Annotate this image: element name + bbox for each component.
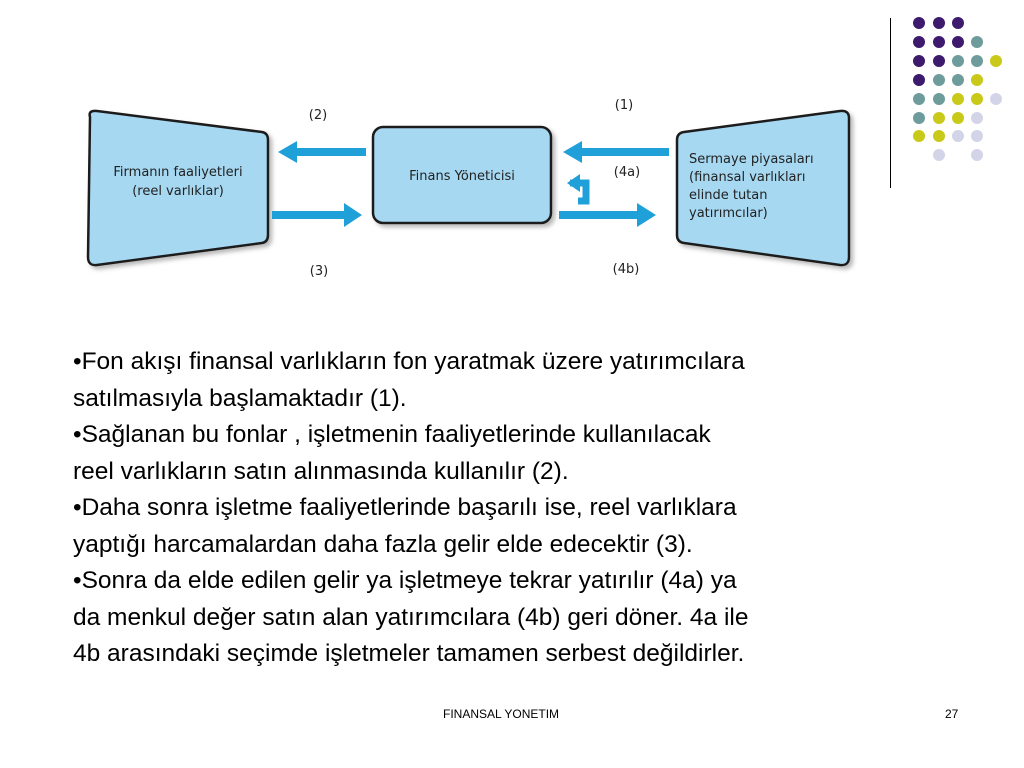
dot [971,130,983,142]
bullet-1 [73,344,953,417]
firm-box-line-1: Firmanın faaliyetleri [113,165,243,180]
dot [933,93,945,105]
arrow-1 [563,141,669,163]
bullet-2 [73,417,953,490]
bullet-4-line-2: da menkul değer satın alan yatırımcılara (4b) geri döner. 4a ile [73,603,749,631]
arrow-4b [559,203,656,227]
dot [913,130,925,142]
dot [952,17,964,29]
dot [952,112,964,124]
dot [933,112,945,124]
dot [933,130,945,142]
dot [971,93,983,105]
arrow-2 [278,141,366,163]
bullet-1-line-1: •Fon akışı finansal varlıkların fon yaratmak üzere yatırımcılara [73,348,745,375]
dot [933,17,945,29]
bullet-3-line-2: yaptığı harcamalardan daha fazla gelir elde edecektir (3). [73,530,693,558]
dot [933,74,945,86]
fund-flow-diagram [70,85,870,300]
dot [971,55,983,67]
bullet-4 [73,563,953,673]
dot [971,74,983,86]
financial-manager-label: Finans Yöneticisi [409,169,515,184]
bullet-4-line-3: 4b arasındaki seçimde işletmeler tamamen serbest değildirler. [73,640,745,667]
dot [952,130,964,142]
capital-markets-line-4: yatırımcılar) [689,206,768,221]
bullet-3 [73,490,953,563]
dot [913,55,925,67]
capital-markets-line-3: elinde tutan [689,188,768,203]
dot [952,74,964,86]
label-4b: (4b) [612,262,640,277]
dot [952,93,964,105]
dot [971,36,983,48]
dot [933,149,945,161]
arrow-3 [272,203,362,227]
bullet-3-line-1: •Daha sonra işletme faaliyetlerinde başarılı ise, reel varlıklara [73,494,737,521]
label-2: (2) [308,108,328,123]
label-1: (1) [614,98,634,113]
bullet-1-line-2: satılmasıyla başlamaktadır (1). [73,384,407,412]
dot [913,112,925,124]
explanation-text [73,344,953,673]
capital-markets-line-1: Sermaye piyasaları [689,152,814,167]
footer-title: FINANSAL YONETIM [443,707,560,721]
dot [913,36,925,48]
dot [990,93,1002,105]
label-3: (3) [309,264,329,279]
arrow-4a-head [567,174,580,192]
capital-markets-line-2: (finansal varlıkları [689,170,806,185]
bullet-2-line-2: reel varlıkların satın alınmasında kullanılır (2). [73,457,569,485]
bullet-4-line-1: •Sonra da elde edilen gelir ya işletmeye tekrar yatırılır (4a) ya [73,567,737,594]
label-4a: (4a) [613,165,641,180]
dot [971,149,983,161]
dot [913,17,925,29]
dot [933,55,945,67]
firm-box-line-2: (reel varlıklar) [132,184,224,199]
page-number: 27 [945,707,959,721]
dot [913,93,925,105]
dot [971,112,983,124]
bullet-2-line-1: •Sağlanan bu fonlar , işletmenin faaliyetlerinde kullanılacak [73,421,711,448]
dot [952,36,964,48]
dot [933,36,945,48]
dot [990,55,1002,67]
dot [952,55,964,67]
dot [913,74,925,86]
